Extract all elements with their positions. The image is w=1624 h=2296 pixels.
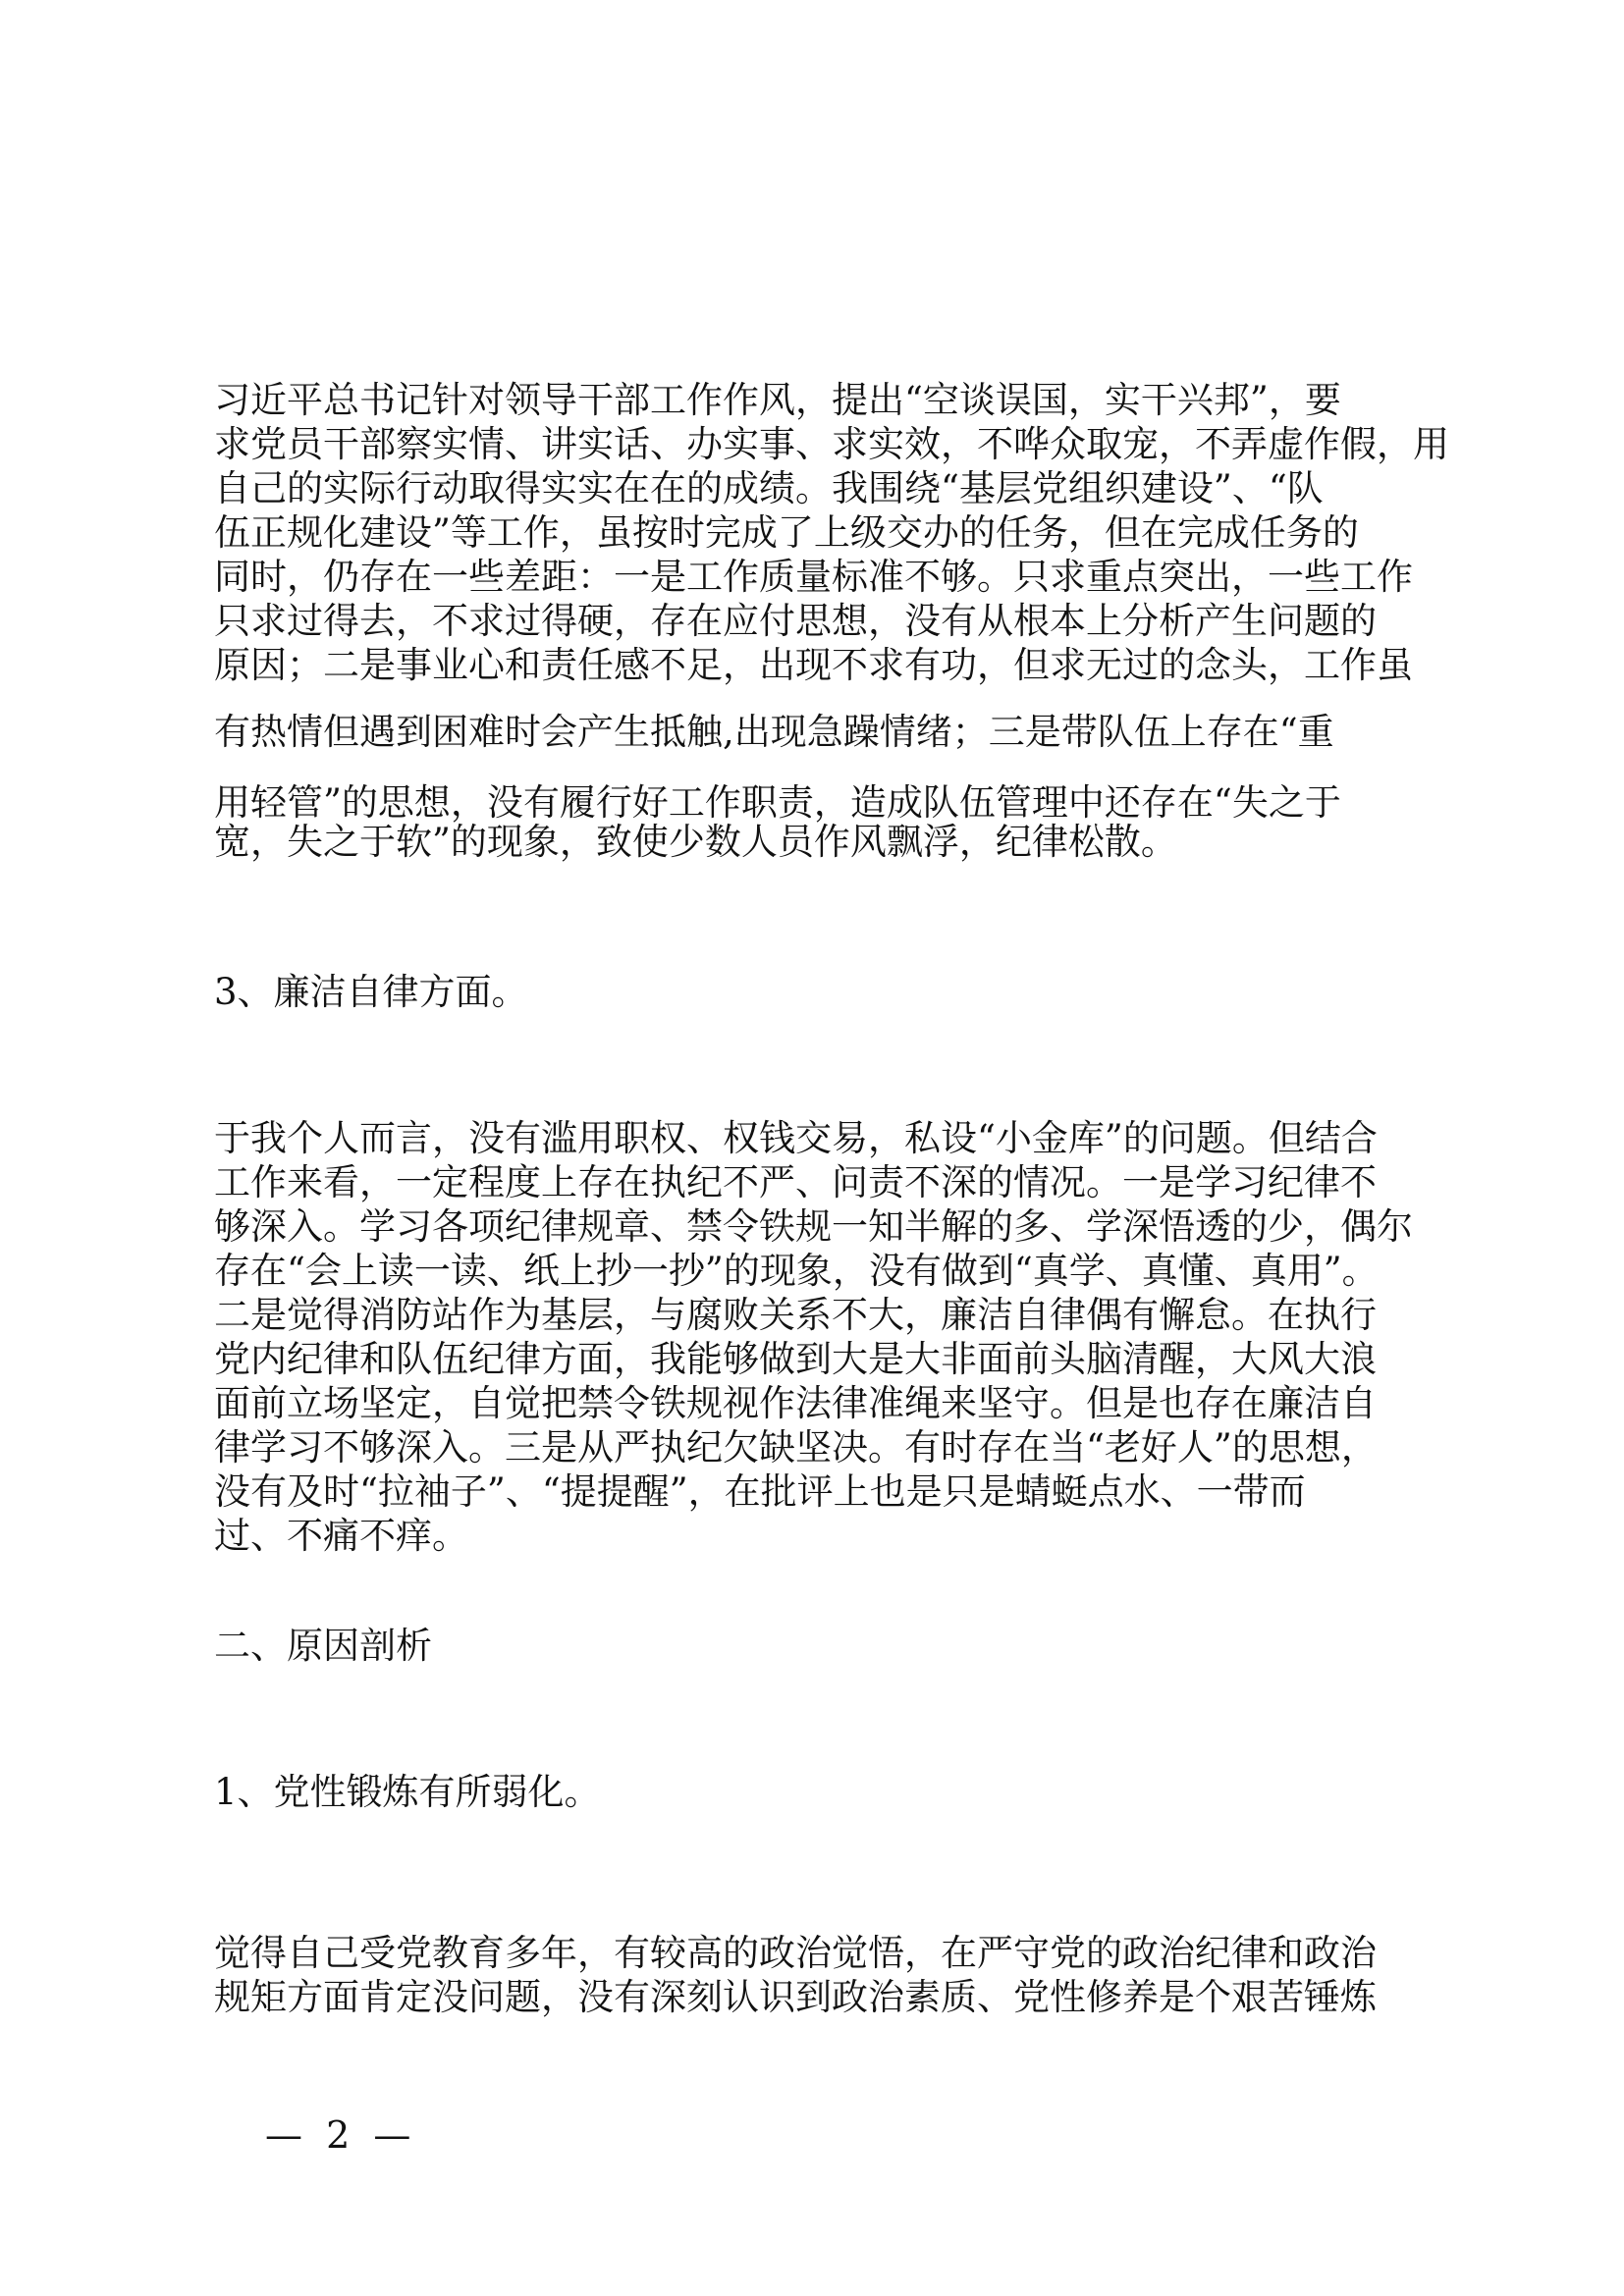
text-line: 同时，仍存在一些差距：一是工作质量标准不够。只求重点突出，一些工作 — [214, 556, 1413, 598]
text-line: 规矩方面肯定没问题，没有深刻认识到政治素质、党性修养是个艰苦锤炼 — [214, 1976, 1377, 2018]
text-line: 二是觉得消防站作为基层，与腐败关系不大，廉洁自律偶有懈怠。在执行 — [214, 1294, 1377, 1336]
text-line: 面前立场坚定，自觉把禁令铁规视作法律准绳来坚守。但是也存在廉洁自 — [214, 1382, 1377, 1424]
text-line: 求党员干部察实情、讲实话、办实事、求实效，不哗众取宠，不弄虚作假，用 — [214, 423, 1449, 465]
page-number: — 2 — — [265, 2113, 417, 2157]
paragraph-party-spirit — [214, 1931, 1432, 2019]
text-line: 没有及时“拉袖子”、“提提醒”，在批评上也是只是蜻蜓点水、一带而 — [214, 1470, 1306, 1513]
text-line: 有热情但遇到困难时会产生抵触,出现急躁情绪；三是带队伍上存在“重 — [214, 711, 1334, 753]
section-heading-cause-analysis: 二、原因剖析 — [214, 1625, 432, 1667]
text-line: 原因；二是事业心和责任感不足，出现不求有功，但求无过的念头，工作虽 — [214, 644, 1413, 686]
section-heading-party-spirit: 1、党性锻炼有所弱化。 — [214, 1771, 601, 1813]
text-line: 存在“会上读一读、纸上抄一抄”的现象，没有做到“真学、真懂、真用”。 — [214, 1250, 1379, 1292]
paragraph-work-style — [214, 378, 1449, 687]
text-line: 宽，失之于软”的现象，致使少数人员作风飘浮，纪律松散。 — [214, 821, 1177, 863]
text-line: 觉得自己受党教育多年，有较高的政治觉悟，在严守党的政治纪律和政治 — [214, 1932, 1377, 1974]
text-line: 习近平总书记针对领导干部工作作风，提出“空谈误国，实干兴邦”，要 — [214, 379, 1341, 421]
text-line: 党内纪律和队伍纪律方面，我能够做到大是大非面前头脑清醒，大风大浪 — [214, 1338, 1377, 1380]
text-line: 用轻管”的思想，没有履行好工作职责，造成队伍管理中还存在“失之于 — [214, 781, 1341, 824]
text-line: 于我个人而言，没有滥用职权、权钱交易，私设“小金库”的问题。但结合 — [214, 1117, 1378, 1159]
section-heading-integrity: 3、廉洁自律方面。 — [214, 971, 528, 1013]
paragraph-work-style-cont-1 — [214, 710, 1432, 754]
text-line: 律学习不够深入。三是从严执纪欠缺坚决。有时存在当“老好人”的思想， — [214, 1426, 1378, 1468]
paragraph-work-style-cont-2 — [214, 780, 1432, 825]
text-line: 只求过得去，不求过得硬，存在应付思想，没有从根本上分析产生问题的 — [214, 600, 1377, 642]
text-line: 工作来看，一定程度上存在执纪不严、问责不深的情况。一是学习纪律不 — [214, 1161, 1377, 1203]
paragraph-integrity — [214, 1116, 1432, 1558]
text-line: 伍正规化建设”等工作，虽按时完成了上级交办的任务，但在完成任务的 — [214, 511, 1359, 554]
text-line: 够深入。学习各项纪律规章、禁令铁规一知半解的多、学深悟透的少，偶尔 — [214, 1205, 1413, 1248]
text-line: 过、不痛不痒。 — [214, 1515, 468, 1557]
text-line: 自己的实际行动取得实实在在的成绩。我围绕“基层党组织建设”、“队 — [214, 467, 1324, 509]
paragraph-work-style-cont-3 — [214, 820, 1432, 864]
